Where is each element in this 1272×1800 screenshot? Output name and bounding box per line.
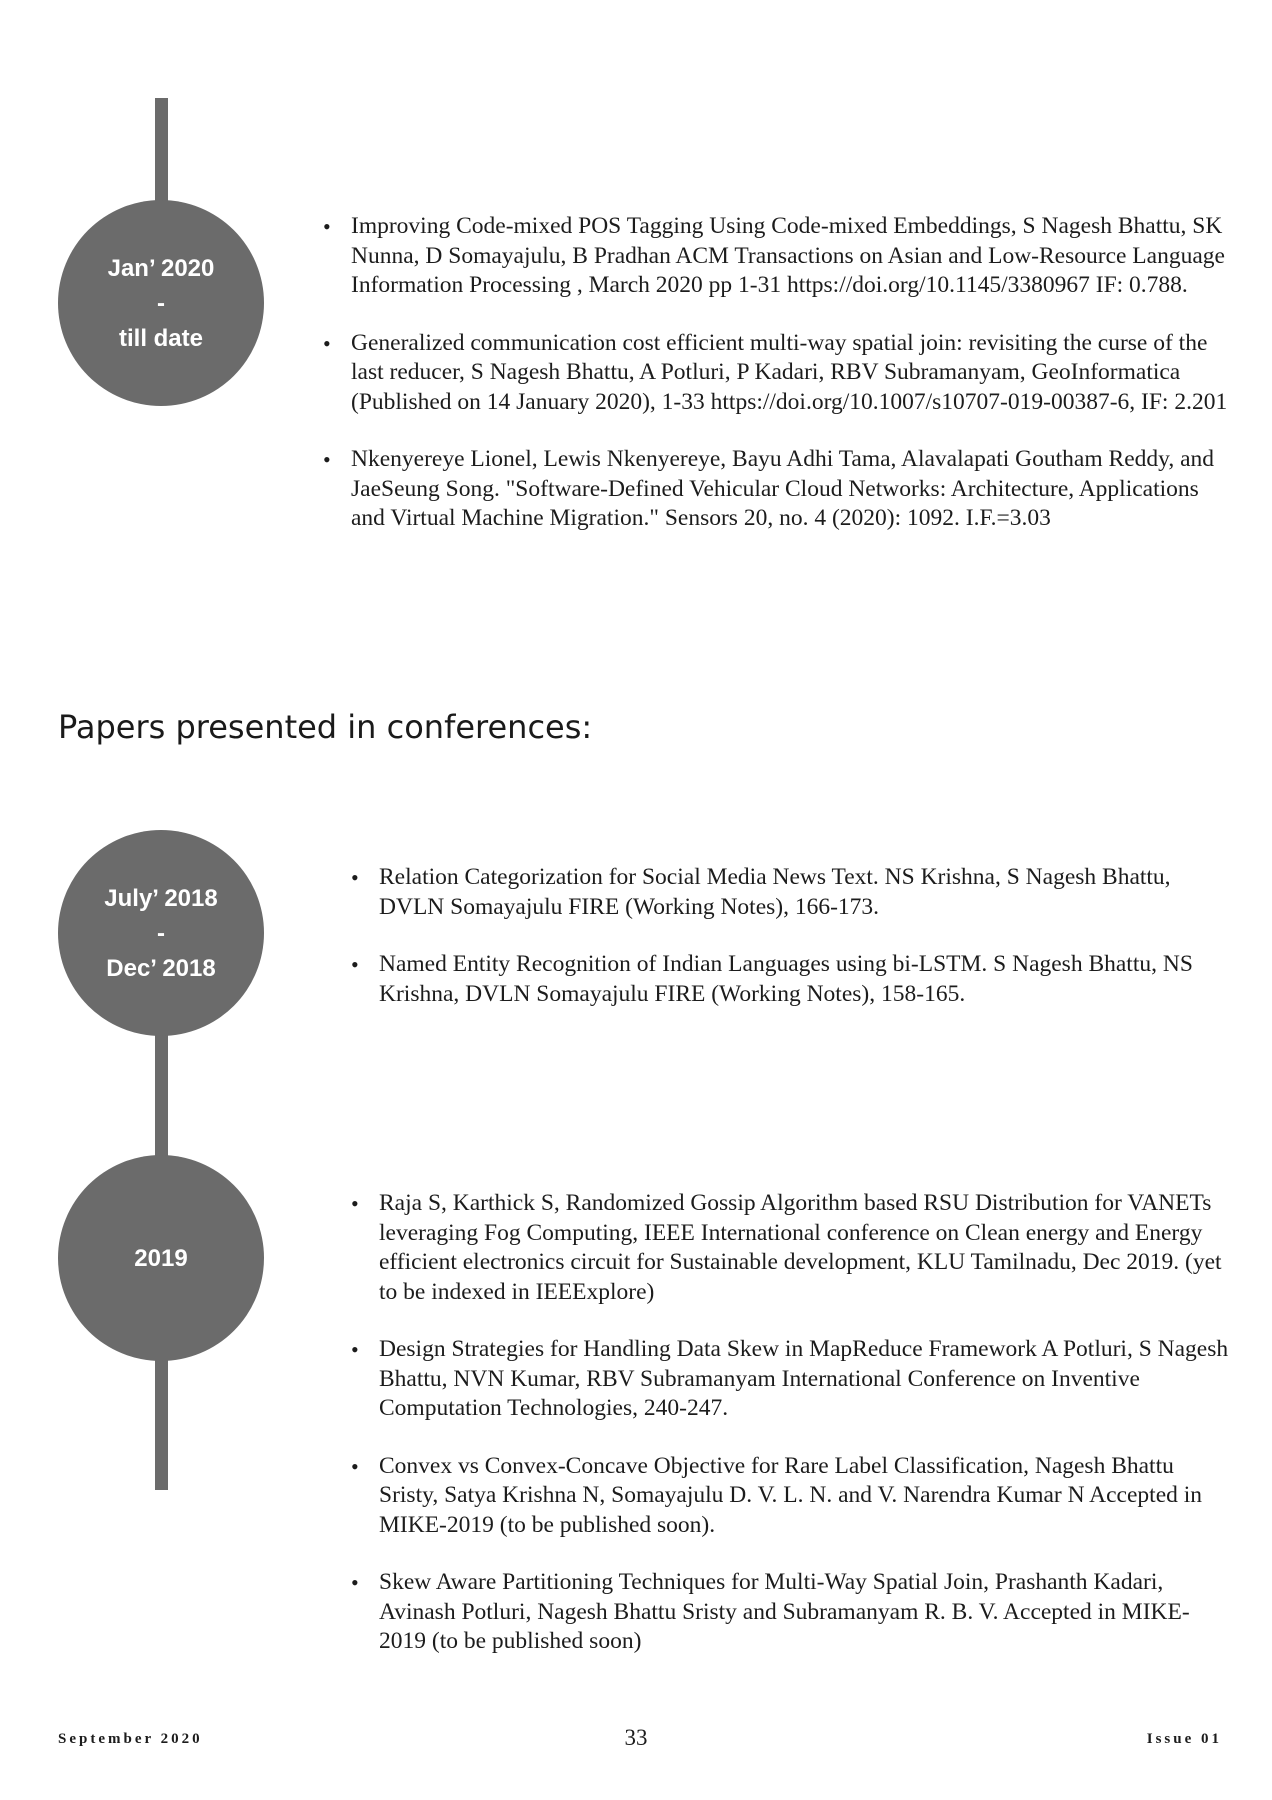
- period-separator: -: [157, 919, 165, 947]
- publication-entry: • Improving Code-mixed POS Tagging Using Code-mixed Embeddings, S Nagesh Bhattu, SK Nunna, D Somayajulu, B Pradhan ACM Transactions on Asian and Low-Resource Language Information Processing , March 2020 pp 1-31 https://doi.org/10.1145/3380967 IF: 0.788.: [323, 212, 1233, 301]
- publication-entry: • Raja S, Karthick S, Randomized Gossip Algorithm based RSU Distribution for VANETs leveraging Fog Computing, IEEE International conference on Clean energy and Energy efficient electronics circuit for Sustainable development, KLU Tamilnadu, Dec 2019. (yet to be indexed in IEEExplore): [351, 1189, 1236, 1307]
- journal-publication-list: [323, 212, 1233, 562]
- conference-list-2018: [351, 863, 1231, 1037]
- section-heading-conferences: Papers presented in conferences:: [58, 708, 593, 746]
- period-circle-2018: [58, 830, 264, 1036]
- footer-page-number: 33: [624, 1725, 648, 1750]
- period-circle-2019: [58, 1155, 264, 1361]
- period-label: 2019: [134, 1244, 188, 1272]
- publication-entry: • Generalized communication cost efficient multi-way spatial join: revisiting the curse of the last reducer, S Nagesh Bhattu, A Potluri, P Kadari, RBV Subramanyam, GeoInformatica (Published on 14 January 2020), 1-33 https://doi.org/10.1007/s10707-019-00387-6, IF: 2.201: [323, 329, 1233, 418]
- period-circle-jan-2020: [58, 200, 264, 406]
- period-separator: -: [157, 289, 165, 317]
- conference-list-2019: [351, 1189, 1236, 1685]
- footer-date: September 2020: [58, 1731, 203, 1747]
- publication-entry: • Design Strategies for Handling Data Skew in MapReduce Framework A Potluri, S Nagesh Bhattu, NVN Kumar, RBV Subramanyam International Conference on Inventive Computation Technologies, 240-247.: [351, 1335, 1236, 1424]
- publication-entry: • Relation Categorization for Social Media News Text. NS Krishna, S Nagesh Bhattu, DVLN Somayajulu FIRE (Working Notes), 166-173.: [351, 863, 1231, 922]
- period-end: Dec’ 2018: [106, 954, 216, 982]
- publication-entry: • Convex vs Convex-Concave Objective for Rare Label Classification, Nagesh Bhattu Sristy, Satya Krishna N, Somayajulu D. V. L. N. and V. Narendra Kumar N Accepted in MIKE-2019 (to be published soon).: [351, 1452, 1236, 1541]
- footer-issue: Issue 01: [1146, 1731, 1222, 1747]
- publication-entry: • Nkenyereye Lionel, Lewis Nkenyereye, Bayu Adhi Tama, Alavalapati Goutham Reddy, and JaeSeung Song. "Software-Defined Vehicular Cloud Networks: Architecture, Applications and Virtual Machine Migration." Sensors 20, no. 4 (2020): 1092. I.F.=3.03: [323, 445, 1233, 534]
- period-end: till date: [118, 324, 203, 352]
- publication-entry: • Named Entity Recognition of Indian Languages using bi-LSTM. S Nagesh Bhattu, NS Krishna, DVLN Somayajulu FIRE (Working Notes), 158-165.: [351, 950, 1231, 1009]
- period-start: July’ 2018: [104, 884, 218, 912]
- period-start: Jan’ 2020: [107, 254, 215, 282]
- publication-entry: • Skew Aware Partitioning Techniques for Multi-Way Spatial Join, Prashanth Kadari, Avinash Potluri, Nagesh Bhattu Sristy and Subramanyam R. B. V. Accepted in MIKE-2019 (to be published soon): [351, 1568, 1236, 1657]
